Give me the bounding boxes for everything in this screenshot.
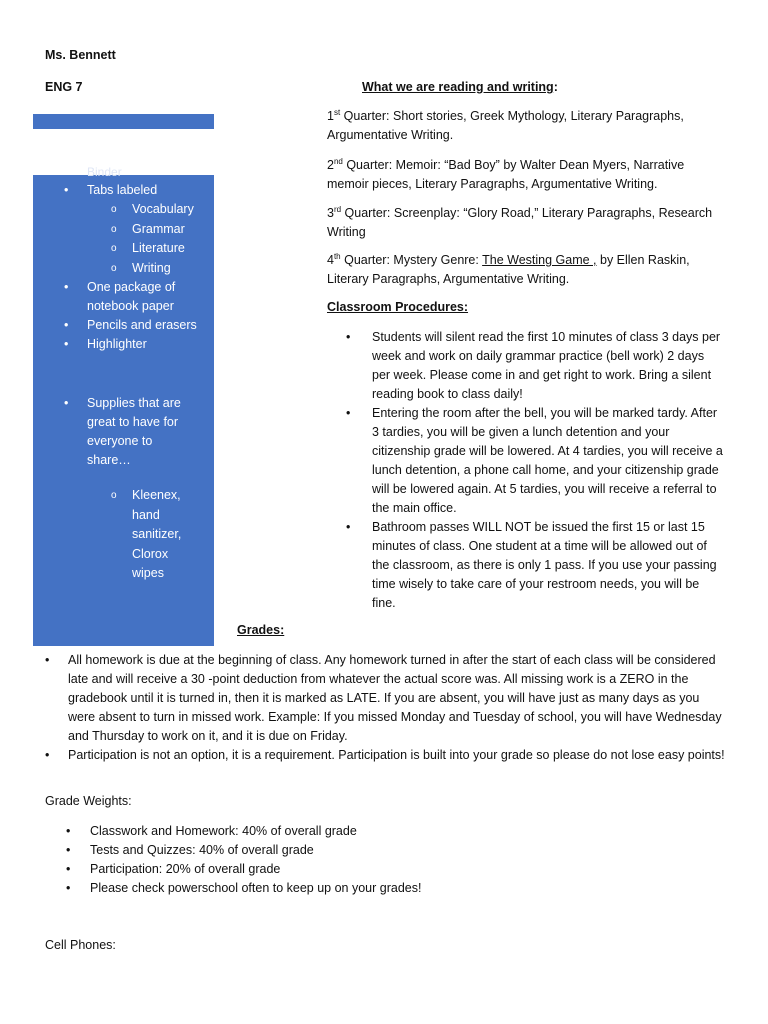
grades-item: • Participation is not an option, it is a requirement. Participation is built into your grade so please do not lose easy points! [45, 746, 725, 765]
bullet-icon: • [66, 881, 71, 895]
ring-bullet-icon: o [111, 204, 117, 215]
supply-item: • Tabs labeled o Vocabulary o Grammar o Literature o Writing [33, 181, 197, 278]
quarter-3: 3rd Quarter: Screenplay: “Glory Road,” Literary Paragraphs, Research Writing [327, 204, 713, 239]
procedure-item: • Entering the room after the bell, you will be marked tardy. After 3 tardies, you will be given a lunch detention and your citizenship grade will be lowered. At 4 tardies, you will receive a lunch detention, a phone call home, and your citizenship grade will be lowered again. At 5 tardies, you will receive a referral to the main office. [346, 406, 723, 515]
bullet-icon: • [66, 843, 71, 857]
supply-item: • One package of notebook paper [64, 280, 176, 313]
bullet-icon: • [45, 653, 50, 667]
quarter-4: 4th Quarter: Mystery Genre: The Westing Game , by Ellen Raskin, Literary Paragraphs, Argumentative Writing. [327, 251, 690, 286]
bullet-icon: • [45, 748, 50, 762]
weight-item: • Participation: 20% of overall grade [66, 860, 626, 879]
tab-item: o Vocabulary [33, 200, 202, 220]
book-title: The Westing Game , [482, 253, 597, 267]
procedure-item: • Bathroom passes WILL NOT be issued the first 15 or last 15 minutes of class. One student at a time will be allowed out of the classroom, as there is only 1 pass. If you use your passing time wisely to take care of your restroom needs, you will be fine. [346, 520, 717, 610]
procedure-item: • Students will silent read the first 10 minutes of class 3 days per week and work on daily grammar practice (bell work) 2 days per week. Please come in and get right to work. Bring a silent reading book to class daily! [346, 330, 721, 401]
tab-item: o Grammar [33, 220, 202, 240]
supplies-list [33, 181, 214, 584]
grade-weights-heading: Grade Weights: [45, 794, 132, 808]
procedures-list [346, 328, 724, 613]
grades-list [45, 651, 725, 765]
sidebar-spacer [33, 354, 197, 394]
share-supplies-item: • Supplies that are great to have for everyone to share… o Kleenex, hand sanitizer, Clorox wipes [33, 394, 197, 584]
quarter-1: 1st Quarter: Short stories, Greek Mythology, Literary Paragraphs, Argumentative Writing. [327, 107, 684, 142]
weight-item: • Tests and Quizzes: 40% of overall grade [66, 841, 626, 860]
grade-weights-list [66, 822, 626, 898]
teacher-name: Ms. Bennett [45, 48, 116, 62]
supply-item: • Pencils and erasers [33, 316, 197, 335]
bullet-icon: • [346, 406, 351, 420]
bullet-icon: • [64, 280, 69, 294]
bullet-icon: • [64, 318, 69, 332]
cell-phones-heading: Cell Phones: [45, 938, 116, 952]
bullet-icon: • [66, 824, 71, 838]
supply-item: • Highlighter [33, 335, 197, 354]
bullet-icon: • [66, 862, 71, 876]
tabs-sublist [33, 200, 214, 278]
share-sublist [33, 486, 214, 584]
tab-item: o Writing [33, 259, 202, 279]
weight-item: • Classwork and Homework: 40% of overall grade [66, 822, 626, 841]
bullet-icon: • [346, 520, 351, 534]
sidebar-top-strip [33, 114, 214, 129]
sidebar-cut-text: Binder [87, 165, 122, 179]
ring-bullet-icon: o [111, 243, 117, 254]
grades-heading: Grades: [237, 623, 285, 637]
bullet-icon: • [64, 337, 69, 351]
grades-item: • All homework is due at the beginning of class. Any homework turned in after the start of each class will be considered late and will receive a 30 -point deduction from whatever the actual score was. All missing work is a ZERO in the gradebook until it is turned in, then it is marked as LATE. If you are absent, you will have just as many days as you were absent to turn in missed work. Example: If you missed Monday and Tuesday of school, you will have Wednesday and Thursday to work on it, and it is due on Friday. [45, 653, 722, 743]
weight-item: • Please check powerschool often to keep up on your grades! [66, 879, 626, 898]
ring-bullet-icon: o [111, 223, 117, 235]
course-name: ENG 7 [45, 80, 83, 94]
ring-bullet-icon: o [111, 490, 117, 501]
bullet-icon: • [346, 330, 351, 344]
bullet-icon: • [64, 396, 69, 410]
reading-heading: What we are reading and writing: [362, 80, 558, 94]
procedures-heading: Classroom Procedures: [327, 300, 469, 314]
tab-item: o Literature [33, 239, 202, 259]
quarter-2: 2nd Quarter: Memoir: “Bad Boy” by Walter Dean Myers, Narrative memoir pieces, Literary Paragraphs, Argumentative Writing. [327, 156, 685, 191]
supplies-sidebar [33, 165, 214, 646]
bullet-icon: • [64, 183, 69, 197]
share-item: o Kleenex, hand sanitizer, Clorox wipes [111, 488, 182, 580]
ring-bullet-icon: o [111, 262, 117, 274]
